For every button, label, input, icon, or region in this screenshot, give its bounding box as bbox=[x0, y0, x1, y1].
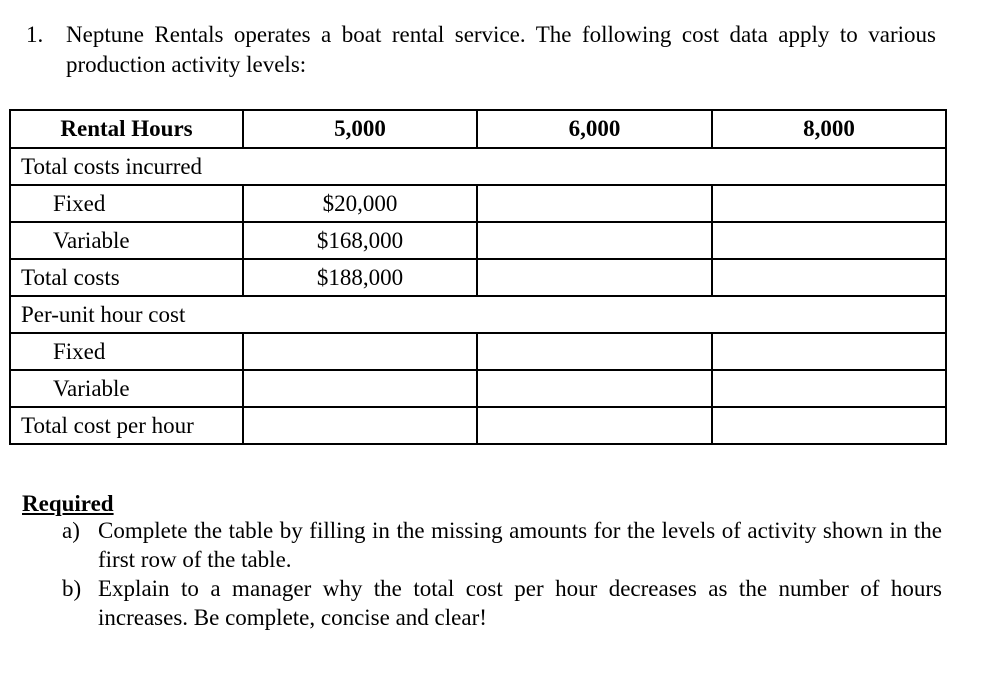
required-item-a bbox=[22, 516, 942, 574]
value-cell: $188,000 bbox=[243, 259, 477, 296]
table-row bbox=[10, 222, 946, 259]
required-item-label: b) bbox=[62, 576, 82, 601]
value-cell bbox=[243, 333, 477, 370]
required-item-text: Explain to a manager why the total cost per hour decreases as the number of hours increases. Be complete, concise and clear! bbox=[98, 576, 942, 630]
table-row bbox=[10, 148, 946, 185]
cost-table bbox=[9, 109, 947, 445]
value-cell bbox=[712, 222, 946, 259]
row-label: Total costs bbox=[10, 259, 243, 296]
table-row bbox=[10, 185, 946, 222]
row-label: Variable bbox=[10, 370, 243, 407]
value-cell bbox=[712, 333, 946, 370]
required-section bbox=[22, 492, 942, 632]
row-label: Fixed bbox=[10, 185, 243, 222]
row-label: Variable bbox=[10, 222, 243, 259]
value-cell bbox=[243, 407, 477, 444]
table-row bbox=[10, 296, 946, 333]
required-item-b bbox=[22, 574, 942, 632]
value-cell bbox=[712, 370, 946, 407]
table-row bbox=[10, 370, 946, 407]
table-row bbox=[10, 259, 946, 296]
value-cell: $168,000 bbox=[243, 222, 477, 259]
header-rental-hours: Rental Hours bbox=[10, 110, 243, 148]
value-cell bbox=[243, 370, 477, 407]
value-cell: $20,000 bbox=[243, 185, 477, 222]
value-cell bbox=[477, 185, 712, 222]
table-header-row bbox=[10, 110, 946, 148]
table-row bbox=[10, 407, 946, 444]
header-level-5000: 5,000 bbox=[243, 110, 477, 148]
required-item-text: Complete the table by filling in the missing amounts for the levels of activity shown in the first row of the table. bbox=[98, 518, 942, 572]
question-text: Neptune Rentals operates a boat rental service. The following cost data apply to various production activity levels: bbox=[66, 22, 936, 77]
question-number: 1. bbox=[26, 22, 44, 47]
row-label: Total cost per hour bbox=[10, 407, 243, 444]
header-level-6000: 6,000 bbox=[477, 110, 712, 148]
row-label: Per-unit hour cost bbox=[10, 296, 946, 333]
required-heading: Required bbox=[22, 491, 114, 516]
value-cell bbox=[477, 222, 712, 259]
question bbox=[26, 20, 936, 80]
table-body bbox=[10, 148, 946, 444]
value-cell bbox=[477, 370, 712, 407]
value-cell bbox=[712, 407, 946, 444]
value-cell bbox=[712, 259, 946, 296]
value-cell bbox=[477, 259, 712, 296]
header-level-8000: 8,000 bbox=[712, 110, 946, 148]
row-label: Fixed bbox=[10, 333, 243, 370]
value-cell bbox=[477, 333, 712, 370]
required-item-label: a) bbox=[62, 518, 80, 543]
row-label: Total costs incurred bbox=[10, 148, 946, 185]
table-row bbox=[10, 333, 946, 370]
value-cell bbox=[477, 407, 712, 444]
value-cell bbox=[712, 185, 946, 222]
